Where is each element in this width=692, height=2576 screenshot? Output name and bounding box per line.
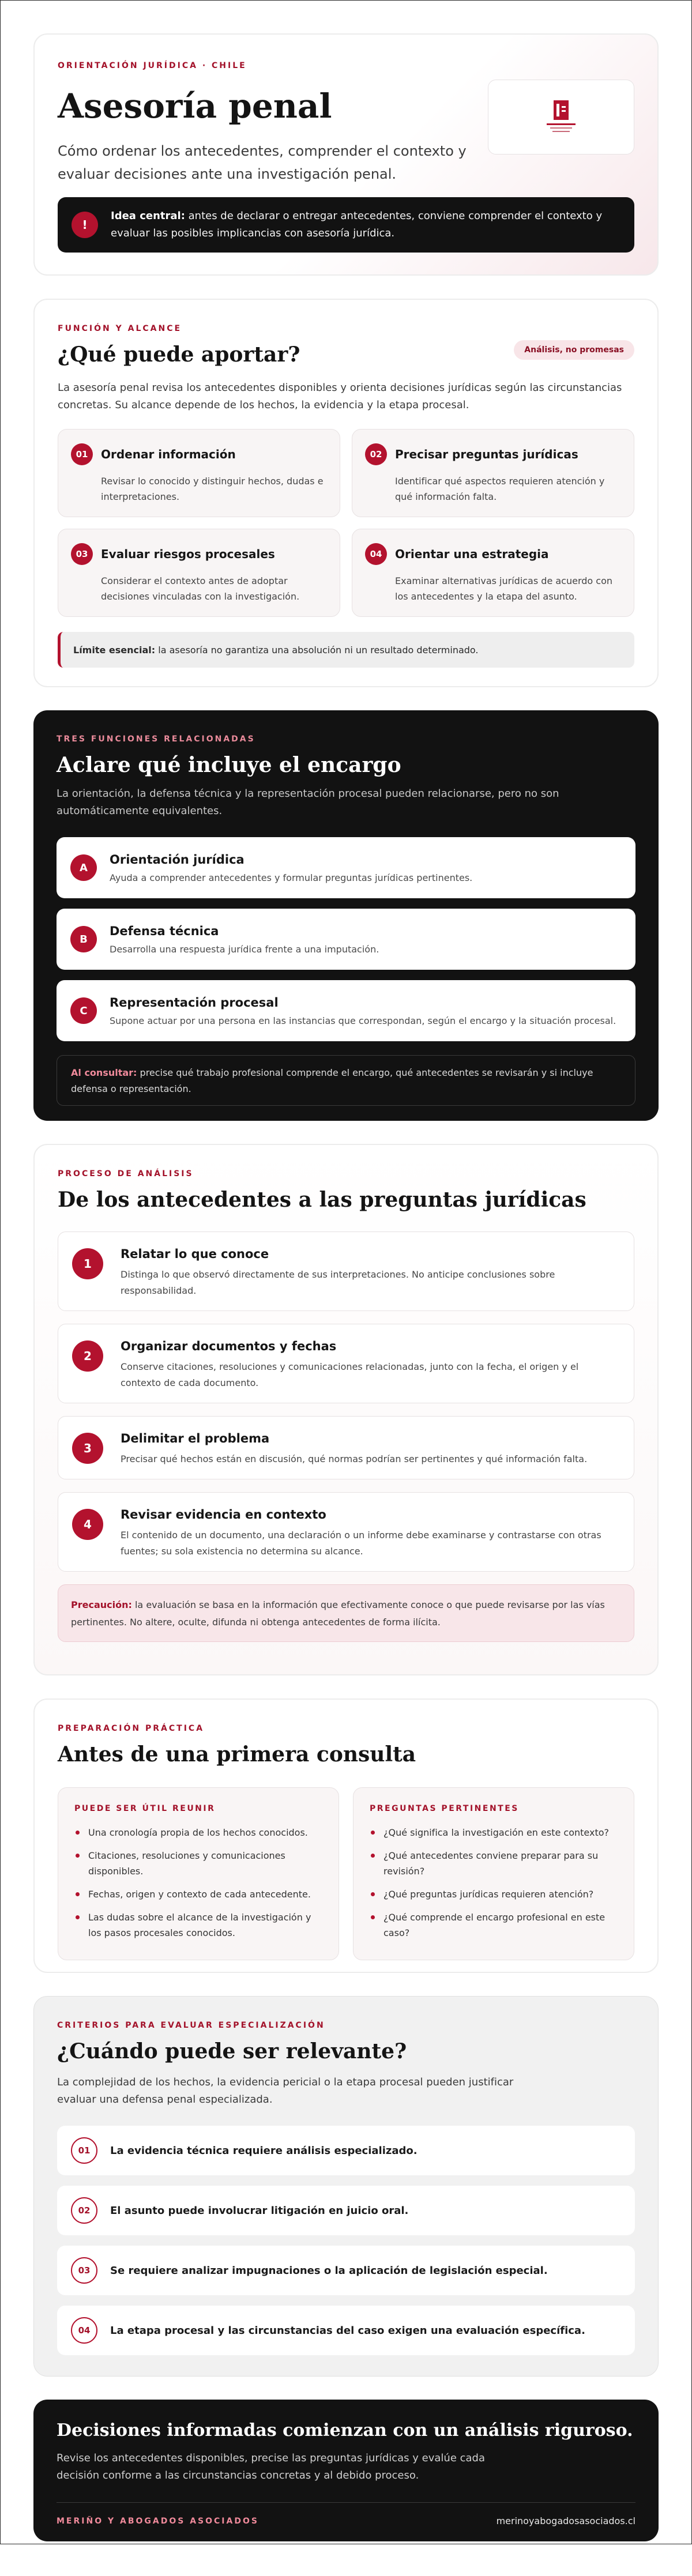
criteria-section [33, 1996, 659, 2377]
criteria-text: Se requiere analizar impugnaciones o la aplicación de legislación especial. [110, 2264, 548, 2277]
list-item: ¿Qué comprende el encargo profesional en este caso? [370, 1910, 618, 1941]
letter-badge: C [70, 997, 97, 1024]
gather-list [74, 1825, 322, 1941]
engagement-title: Aclare qué incluye el encargo [57, 753, 401, 777]
list-item: Citaciones, resoluciones y comunicaciones disponibles. [74, 1848, 322, 1879]
function-title: ¿Qué puede aportar? [58, 342, 300, 367]
step-title: Relatar lo que conoce [121, 1247, 269, 1261]
criteria-number: 03 [71, 2257, 97, 2284]
warning-note: Precaución: la evaluación se basa en la información que efectivamente conoce o que puede revisarse por las vías pertinentes. No altere, oculte, difunda ni obtenga antecedentes de forma ilícita. [58, 1584, 634, 1642]
footer [33, 2400, 659, 2541]
function-cards [58, 429, 634, 617]
option-card [57, 980, 635, 1041]
option-title: Orientación jurídica [110, 852, 245, 867]
prep-title: Antes de una primera consulta [58, 1742, 416, 1767]
gather-list-card [58, 1787, 339, 1960]
criteria-row [57, 2246, 635, 2295]
footer-bar [57, 2502, 635, 2526]
number-badge: 04 [365, 543, 387, 565]
status-badge: Análisis, no promesas [514, 340, 634, 360]
criteria-number: 01 [71, 2137, 97, 2164]
criteria-text: El asunto puede involucrar litigación en juicio oral. [110, 2204, 409, 2217]
criteria-number: 04 [71, 2317, 97, 2344]
limit-note: Límite esencial: la asesoría no garantiza una absolución ni un resultado determinado. [58, 632, 634, 668]
list-item: Fechas, origen y contexto de cada antecedente. [74, 1886, 322, 1902]
option-text: Ayuda a comprender antecedentes y formular preguntas jurídicas pertinentes. [110, 872, 473, 883]
option-text: Supone actuar por una persona en las instancias que correspondan, según el encargo y la situación procesal. [110, 1015, 616, 1026]
function-kicker: FUNCIÓN Y ALCANCE [58, 324, 182, 333]
preparation-section [33, 1698, 659, 1973]
criteria-list [57, 2126, 635, 2355]
card-text: Examinar alternativas jurídicas de acuerdo con los antecedentes y la etapa del asunto. [395, 575, 613, 602]
engagement-options [57, 837, 635, 1041]
prep-kicker: PREPARACIÓN PRÁCTICA [58, 1724, 205, 1733]
criteria-title: ¿Cuándo puede ser relevante? [57, 2039, 407, 2063]
process-step [58, 1416, 634, 1479]
card-title: Evaluar riesgos procesales [101, 547, 275, 561]
criteria-lead: La complejidad de los hechos, la evidencia pericial o la etapa procesal pueden justificar evaluar una defensa penal especializada. [57, 2076, 514, 2106]
footer-title: Decisiones informadas comienzan con un análisis riguroso. [57, 2420, 633, 2441]
step-text: Distinga lo que observó directamente de sus interpretaciones. No anticipe conclusiones sobre responsabilidad. [121, 1269, 555, 1296]
website-link[interactable]: merinoyabogadosasociados.cl [496, 2515, 635, 2526]
function-card [58, 429, 340, 517]
process-steps [58, 1231, 634, 1572]
function-lead: La asesoría penal revisa los antecedentes disponibles y orienta decisiones jurídicas según las circunstancias concretas. Su alcance depende de los hechos, la evidencia y la etapa procesal. [58, 382, 622, 411]
page-title: Asesoría penal [58, 86, 332, 126]
function-section [33, 299, 659, 687]
card-text: Identificar qué aspectos requieren atención y qué información falta. [395, 476, 605, 502]
letter-badge: A [70, 854, 97, 881]
prep-columns [58, 1787, 634, 1960]
law-firm-logo-icon [541, 99, 581, 135]
process-title: De los antecedentes a las preguntas jurídicas [58, 1188, 586, 1212]
number-badge: 03 [71, 543, 93, 565]
list-item: Las dudas sobre el alcance de la investigación y los pasos procesales conocidos. [74, 1910, 322, 1941]
option-card [57, 837, 635, 898]
process-section [33, 1144, 659, 1675]
step-title: Revisar evidencia en contexto [121, 1508, 326, 1522]
card-text: Revisar lo conocido y distinguir hechos, dudas e interpretaciones. [101, 476, 324, 502]
process-step [58, 1492, 634, 1572]
option-title: Defensa técnica [110, 924, 219, 938]
function-card [352, 529, 634, 617]
criteria-row [57, 2306, 635, 2355]
letter-badge: B [70, 926, 97, 952]
step-number-badge: 2 [72, 1340, 103, 1372]
list-item: ¿Qué significa la investigación en este contexto? [370, 1825, 618, 1840]
engagement-lead: La orientación, la defensa técnica y la representación procesal pueden relacionarse, pero no son automáticamente equivalentes. [57, 788, 559, 817]
list-item: ¿Qué antecedentes conviene preparar para su revisión? [370, 1848, 618, 1879]
questions-list [370, 1825, 618, 1941]
list-item: ¿Qué preguntas jurídicas requieren atención? [370, 1886, 618, 1902]
law-firm-logo [488, 80, 634, 155]
list-item: Una cronología propia de los hechos conocidos. [74, 1825, 322, 1840]
firm-name: MERIÑO Y ABOGADOS ASOCIADOS [57, 2516, 259, 2526]
alert-icon: ! [72, 212, 98, 238]
hero-kicker: ORIENTACIÓN JURÍDICA · CHILE [58, 61, 247, 70]
option-title: Representación procesal [110, 995, 279, 1010]
criteria-number: 02 [71, 2197, 97, 2224]
process-step [58, 1324, 634, 1403]
card-text: Considerar el contexto antes de adoptar decisiones vinculadas con la investigación. [101, 575, 300, 602]
hero-section [33, 33, 659, 276]
step-number-badge: 4 [72, 1509, 103, 1540]
criteria-row [57, 2126, 635, 2175]
card-title: Precisar preguntas jurídicas [395, 447, 578, 461]
hero-subtitle: Cómo ordenar los antecedentes, comprender el contexto y evaluar decisiones ante una investigación penal. [58, 143, 467, 182]
step-title: Organizar documentos y fechas [121, 1339, 337, 1353]
process-step [58, 1231, 634, 1311]
criteria-kicker: CRITERIOS PARA EVALUAR ESPECIALIZACIÓN [57, 2021, 325, 2030]
step-text: El contenido de un documento, una declaración o un informe debe examinarse y contrastarse con otras fuentes; su sola existencia no determina su alcance. [121, 1530, 601, 1557]
engagement-section [33, 710, 659, 1121]
step-text: Conserve citaciones, resoluciones y comunicaciones relacionadas, junto con la fecha, el origen y el contexto de cada documento. [121, 1361, 579, 1388]
step-text: Precisar qué hechos están en discusión, qué normas podrían ser pertinentes y qué información falta. [121, 1453, 588, 1464]
card-title: Orientar una estrategia [395, 547, 549, 561]
consult-note: Al consultar: precise qué trabajo profesional comprende el encargo, qué antecedentes se revisarán y si incluye defensa o representación. [57, 1055, 635, 1106]
footer-text: Revise los antecedentes disponibles, precise las preguntas jurídicas y evalúe cada decisión conforme a las circunstancias concretas y al debido proceso. [57, 2452, 485, 2481]
step-number-badge: 3 [72, 1433, 103, 1464]
criteria-row [57, 2186, 635, 2235]
key-idea-text: Idea central: antes de declarar o entregar antecedentes, conviene comprender el contexto y evaluar las posibles implicancias con asesoría jurídica. [111, 210, 603, 239]
number-badge: 01 [71, 443, 93, 465]
function-card [58, 529, 340, 617]
questions-list-card [353, 1787, 634, 1960]
step-title: Delimitar el problema [121, 1432, 270, 1445]
gather-list-title: PUEDE SER ÚTIL REUNIR [74, 1804, 216, 1813]
function-card [352, 429, 634, 517]
criteria-text: La evidencia técnica requiere análisis especializado. [110, 2144, 418, 2157]
option-card [57, 909, 635, 970]
card-title: Ordenar información [101, 447, 236, 461]
engagement-kicker: TRES FUNCIONES RELACIONADAS [57, 735, 255, 744]
questions-list-title: PREGUNTAS PERTINENTES [370, 1804, 519, 1813]
number-badge: 02 [365, 443, 387, 465]
option-text: Desarrolla una respuesta jurídica frente a una imputación. [110, 943, 379, 955]
process-kicker: PROCESO DE ANÁLISIS [58, 1169, 194, 1178]
step-number-badge: 1 [72, 1248, 103, 1279]
criteria-text: La etapa procesal y las circunstancias del caso exigen una evaluación específica. [110, 2324, 585, 2337]
key-idea-callout [58, 197, 634, 253]
